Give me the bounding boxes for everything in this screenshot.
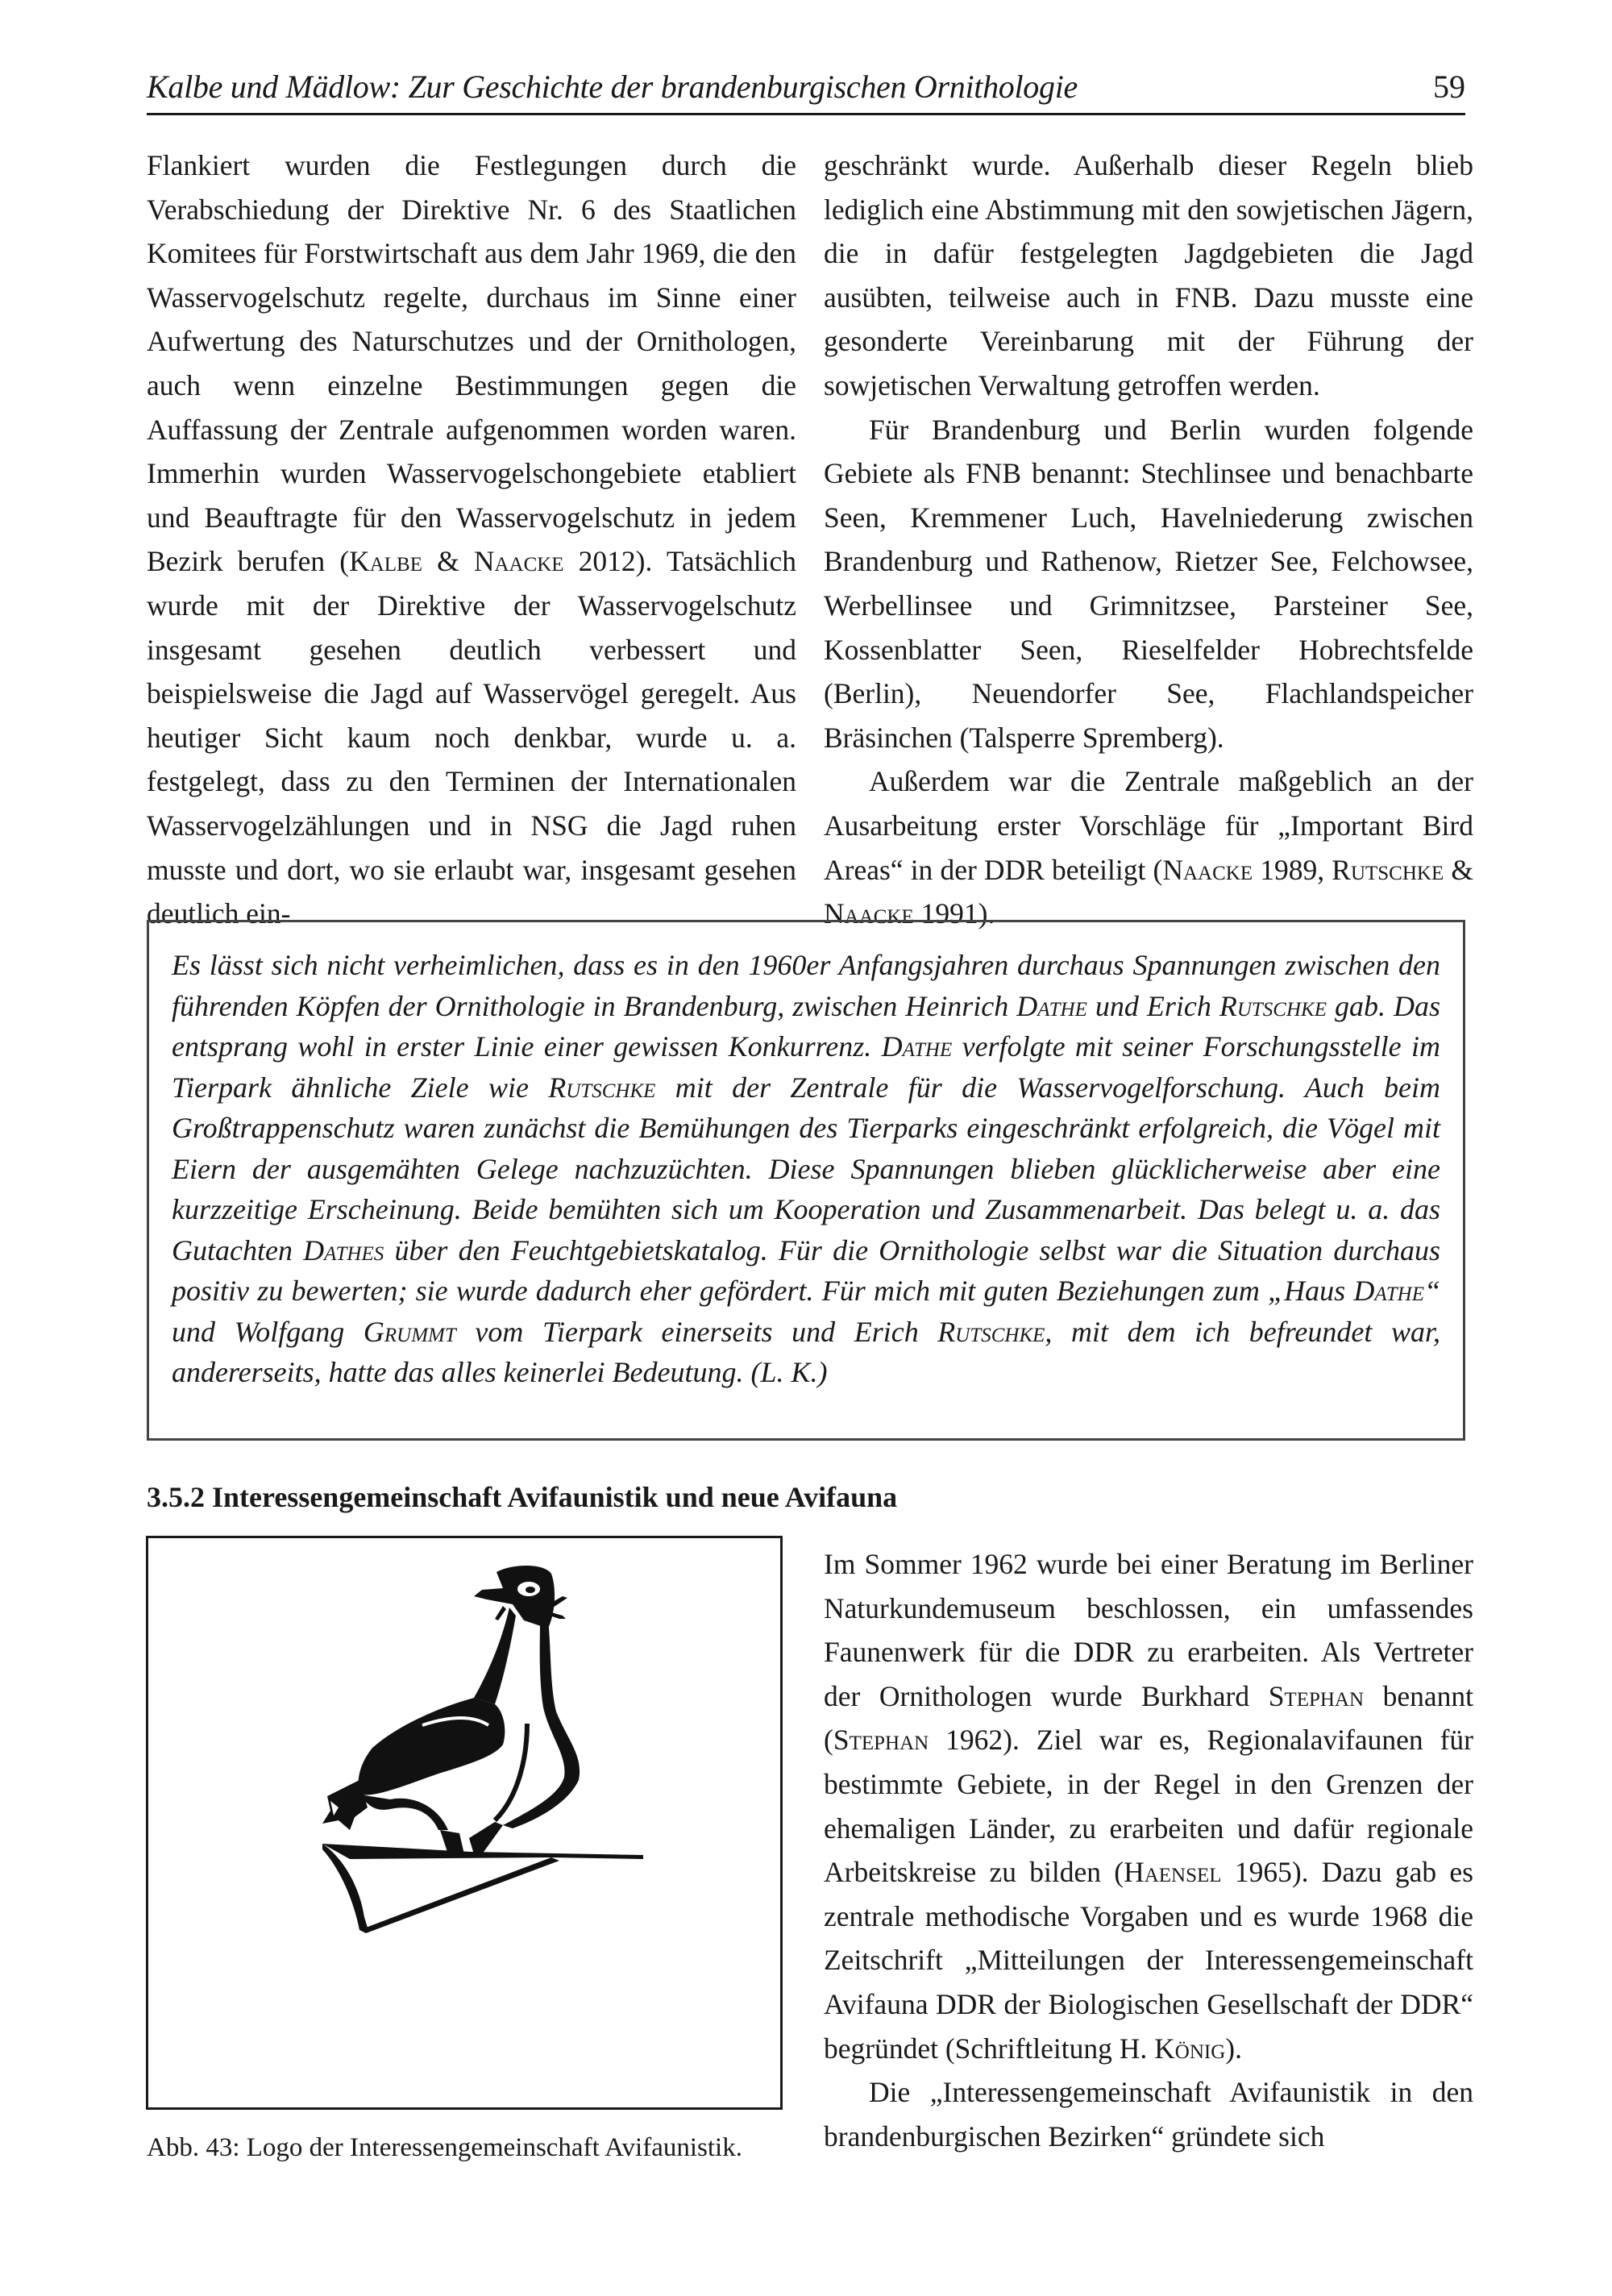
running-head [147,63,1465,111]
text-run: gab. Das entsprang wohl in erster Linie einer gewissen Konkurrenz. [172,989,1440,1063]
text-run: benannt ( [824,1679,1473,1757]
person-name: Rutschke [548,1071,656,1104]
author-name: Naacke [473,545,564,578]
text-run: 1962). Ziel war es, Regionalavifaunen für bestimmte Gebiete, in der Regel in den Grenzen der ehemaligen Länder, zu erarbeiten und dafür regionale Arbeitskreise zu bilden ( [824,1724,1473,1889]
author-name: Kalbe [349,545,422,578]
text-run: verfolgte mit seiner Forschungsstelle im Tierpark ähnliche Ziele wie [172,1030,1440,1104]
bird-logo-icon [148,1538,780,2107]
text-run: über den Feuchtgebietskatalog. Für die Ornithologie selbst war die Situation durchaus positiv zu bewerten; sie wurde dadurch eher gefördert. Für mich mit guten Beziehungen zum „Haus [172,1233,1440,1307]
running-head-title: Kalbe und Mädlow: Zur Geschichte der brandenburgischen Ornithologie [147,69,1078,105]
right-column-bottom [824,1542,1473,2158]
text-run: vom Tierpark einerseits und Erich [455,1315,938,1348]
body-paragraph [824,759,1473,935]
text-run: Flankiert wurden die Festlegungen durch die Verabschiedung der Direktive Nr. 6 des Staatlichen Komitees für Forstwirtschaft aus dem Jahr 1969, die den Wasservogelschutz regelte, durchaus im Sinne einer Aufwertung des Naturschutzes und der Ornithologen, auch wenn einzelne Bestimmungen gegen die Auffassung der Zentrale aufgenommen worden waren. Immerhin wurden Wasservogelschongebiete etabliert und Beauftragte für den Wasservogelschutz in jedem Bezirk berufen ( [147,149,796,578]
author-name: Stephan [1268,1679,1365,1712]
author-name: Rutschke [1332,853,1444,886]
text-run: 2012). Tatsächlich wurde mit der Direktive der Wasservogelschutz insgesamt gesehen deutlich verbessert und beispielsweise die Jagd auf Wasservögel geregelt. Aus heutiger Sicht kaum noch denkbar, wurde u. a. festgelegt, dass zu den Terminen der Internationalen Wasservogelzählungen und in NSG die Jagd ruhen musste und dort, wo sie erlaubt war, insgesamt gesehen deutlich ein- [147,545,796,930]
author-name: Naacke [824,897,914,930]
author-name: König [1154,2032,1226,2065]
text-run: ). [1225,2032,1242,2065]
author-name: Stephan [833,1724,929,1757]
person-name: Dathe [881,1030,953,1063]
person-name: Dathe [1016,989,1087,1022]
author-name: Naacke [1162,853,1253,886]
person-name: Rutschke [937,1315,1045,1348]
text-run: 1989, [1253,853,1332,886]
recollection-text [172,945,1440,1393]
text-run: mit der Zentrale für die Wasservogelforschung. Auch beim Großtrappenschutz waren zunächst die Bemühungen des Tierparks eingeschränkt erfolgreich, die Vögel mit Eiern der ausgemähten Gelege nachzuzüchten. Diese Spannungen blieben glücklicherweise aber eine kurzzeitige Erscheinung. Beide bemühten sich um Kooperation und Zusammenarbeit. Das belegt u. a. das Gutachten [172,1071,1441,1267]
text-run: und Erich [1086,989,1219,1022]
person-name: Dathe [1353,1275,1424,1307]
figure-logo-frame [146,1536,783,2110]
person-name: Dathes [303,1233,384,1267]
text-run: , mit dem ich befreundet war, andererseits, hatte das alles keinerlei Bedeutung. (L. K.) [172,1315,1441,1388]
text-run: & [1444,853,1473,886]
text-run: 1965). Dazu gab es zentrale methodische Vorgaben und es wurde 1968 die Zeitschrift „Mitteilungen der Interessengemeinschaft Avifauna DDR der Biologischen Gesellschaft der DDR“ begründet (Schriftleitung H. [824,1856,1473,2065]
header-rule [147,113,1465,115]
body-paragraph [147,144,796,936]
text-run: “ und Wolfgang [172,1275,1440,1348]
body-paragraph: geschränkt wurde. Außerhalb dieser Regeln blieb lediglich eine Abstimmung mit den sowjetischen Jägern, die in dafür festgelegten Jagdgebieten die Jagd ausübten, teilweise auch in FNB. Dazu musste eine gesonderte Vereinbarung mit der Führung der sowjetischen Verwaltung getroffen werden. [824,149,1473,401]
person-name: Grummt [363,1315,456,1348]
section-heading: 3.5.2 Interessengemeinschaft Avifaunistik und neue Avifauna [147,1481,898,1513]
page-number: 59 [1433,69,1465,105]
text-run: Im Sommer 1962 wurde bei einer Beratung im Berliner Naturkundemuseum beschlossen, ein umfassendes Faunenwerk für die DDR zu erarbeiten. Als Vertreter der Ornithologen wurde Burkhard [824,1548,1473,1712]
recollection-box [147,920,1465,1441]
author-name: Haensel [1124,1856,1222,1889]
person-name: Rutschke [1219,989,1327,1022]
figure-caption: Abb. 43: Logo der Interessengemeinschaft Avifaunistik. [147,2133,742,2162]
text-run: & [422,545,474,578]
body-paragraph [824,1542,1473,2070]
recollection-paragraph [172,945,1440,1393]
text-run: Es lässt sich nicht verheimlichen, dass es in den 1960er Anfangsjahren durchaus Spannungen zwischen den führenden Köpfen der Ornithologie in Brandenburg, zwischen Heinrich [172,949,1440,1022]
text-run: Außerdem war die Zentrale maßgeblich an der Ausarbeitung erster Vorschläge für „Important Bird Areas“ in der DDR beteiligt ( [824,765,1473,886]
text-run: 1991). [913,897,995,930]
body-paragraph: Für Brandenburg und Berlin wurden folgende Gebiete als FNB benannt: Stechlinsee und benachbarte Seen, Kremmener Luch, Havelniederung zwischen Brandenburg und Rathenow, Rietzer See, Felchowsee, Werbellinsee und Grimnitzsee, Parsteiner See, Kossenblatter Seen, Rieselfelder Hobrechtsfelde (Berlin), Neuendorfer See, Flachlandspeicher Bräsinchen (Talsperre Spremberg). [824,413,1473,754]
body-paragraph: Die „Interessengemeinschaft Avifaunistik in den brandenburgischen Bezirken“ gründete sich [824,2076,1473,2152]
left-column-top [147,144,796,936]
right-column-top [824,144,1473,936]
